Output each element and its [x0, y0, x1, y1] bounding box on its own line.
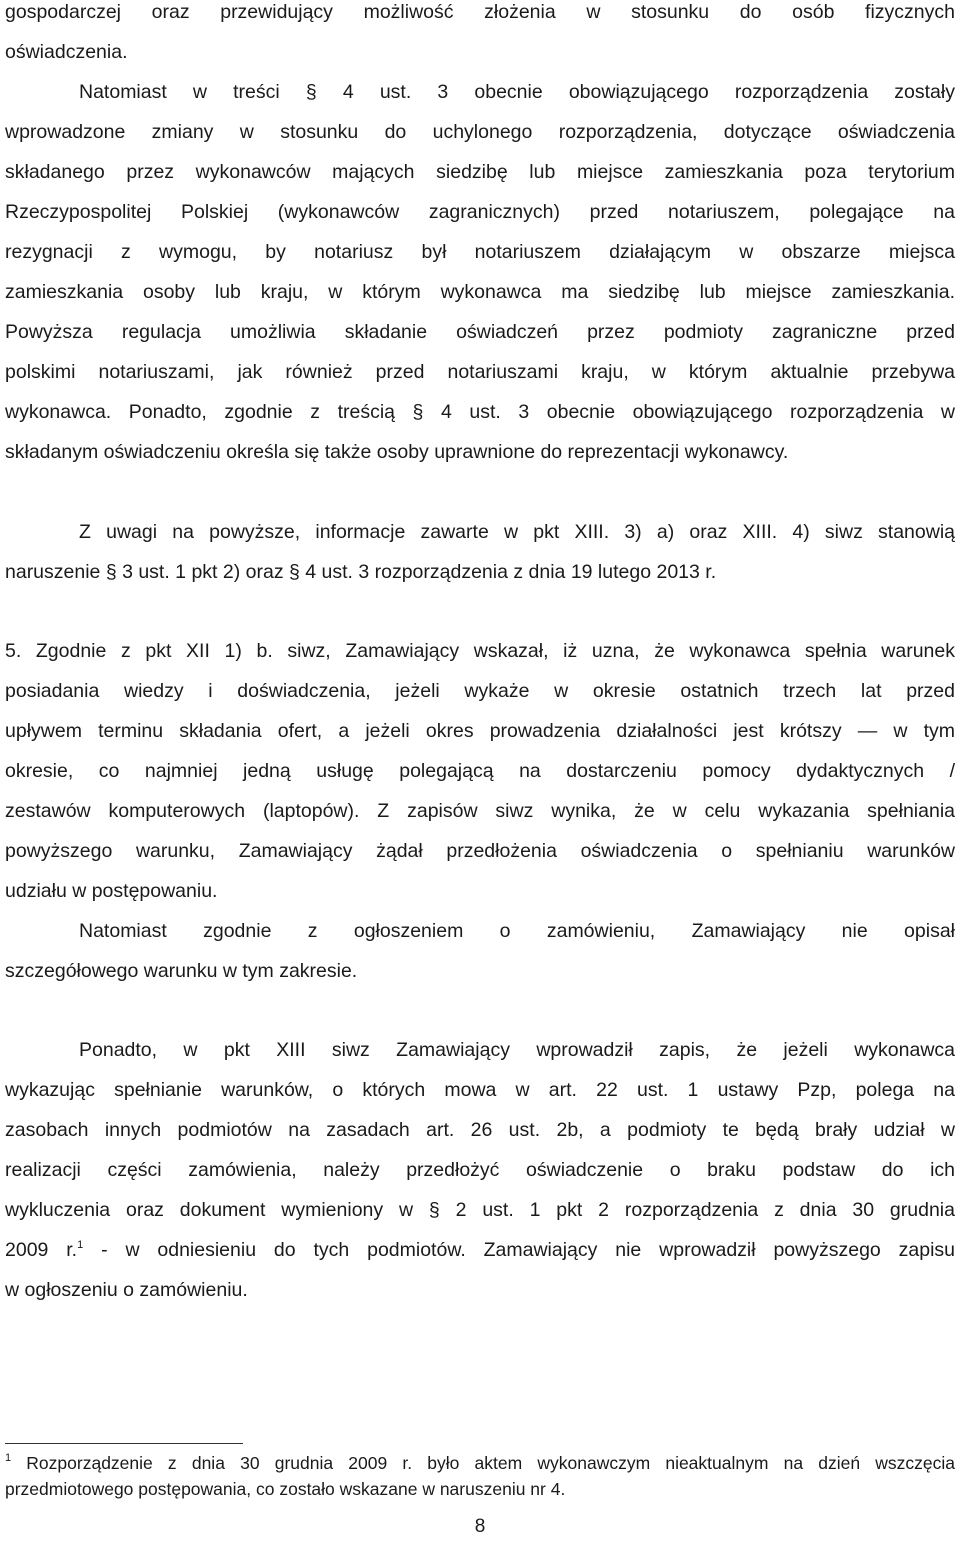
text-line: wykluczenia oraz dokument wymieniony w § 2 ust. 1 pkt 2 rozporządzenia z dnia 30 grudnia — [5, 1199, 955, 1221]
text-line: posiadania wiedzy i doświadczenia, jeżeli wykaże w okresie ostatnich trzech lat przed — [5, 680, 955, 702]
footnote-line: przedmiotowego postępowania, co zostało wskazane w naruszeniu nr 4. — [5, 1479, 566, 1499]
paragraph-violation-summary — [5, 512, 955, 592]
text-line: Rzeczypospolitej Polskiej (wykonawców zagranicznych) przed notariuszem, polegające na — [5, 201, 955, 223]
footnote-marker: 1 — [5, 1452, 12, 1464]
text-line: naruszenie § 3 ust. 1 pkt 2) oraz § 4 ust. 3 rozporządzenia z dnia 19 lutego 2013 r. — [5, 561, 717, 583]
text-line: Powyższa regulacja umożliwia składanie oświadczeń przez podmioty zagraniczne przed — [5, 321, 955, 343]
text-line: 5. Zgodnie z pkt XII 1) b. siwz, Zamawiający wskazał, iż uzna, że wykonawca spełnia warunek — [5, 640, 955, 662]
text-line: oświadczenia. — [5, 41, 128, 63]
text-line: wprowadzone zmiany w stosunku do uchylonego rozporządzenia, dotyczące oświadczenia — [5, 121, 955, 143]
footnote-reference[interactable]: 1 — [77, 1239, 84, 1251]
text-line: Z uwagi na powyższe, informacje zawarte w pkt XIII. 3) a) oraz XIII. 4) siwz stanowią — [79, 521, 955, 543]
text-line: Natomiast zgodnie z ogłoszeniem o zamówieniu, Zamawiający nie opisał — [79, 920, 955, 942]
text-line: składanym oświadczeniu określa się także osoby uprawnione do reprezentacji wykonawcy. — [5, 441, 789, 463]
text-line: wykazując spełnianie warunków, o których mowa w art. 22 ust. 1 ustawy Pzp, polega na — [5, 1079, 955, 1101]
footnote — [5, 1450, 955, 1502]
text-line: realizacji części zamówienia, należy przedłożyć oświadczenie o braku podstaw do ich — [5, 1159, 955, 1181]
text-line: Natomiast w treści § 4 ust. 3 obecnie obowiązującego rozporządzenia zostały — [79, 81, 955, 103]
text-line: Ponadto, w pkt XIII siwz Zamawiający wprowadził zapis, że jeżeli wykonawca — [79, 1039, 955, 1061]
paragraph-point-5 — [5, 631, 955, 991]
text-line: zestawów komputerowych (laptopów). Z zapisów siwz wynika, że w celu wykazania spełniania — [5, 800, 955, 822]
footnote-separator — [5, 1443, 243, 1444]
text-line: składanego przez wykonawców mających siedzibę lub miejsce zamieszkania poza terytorium — [5, 161, 955, 183]
text-line: szczegółowego warunku w tym zakresie. — [5, 960, 358, 982]
footnote-line — [5, 1450, 955, 1476]
text-line: okresie, co najmniej jedną usługę polegającą na dostarczeniu pomocy dydaktycznych / — [5, 760, 955, 782]
text-line — [5, 1230, 955, 1270]
page-number: 8 — [474, 1516, 486, 1537]
text-fragment: - w odniesieniu do tych podmiotów. Zamawiający nie wprowadził powyższego zapisu — [83, 1239, 956, 1261]
text-line: udziału w postępowaniu. — [5, 880, 218, 902]
paragraph-notary-regulation — [5, 0, 955, 472]
text-line: zamieszkania osoby lub kraju, w którym wykonawca ma siedzibę lub miejsce zamieszkania. — [5, 281, 955, 303]
text-line: zasobach innych podmiotów na zasadach art. 26 ust. 2b, a podmioty te będą brały udział w — [5, 1119, 955, 1141]
footnote-text: Rozporządzenie z dnia 30 grudnia 2009 r. było aktem wykonawczym nieaktualnym na dzień wszczęcia — [11, 1453, 955, 1473]
text-line: wykonawca. Ponadto, zgodnie z treścią § 4 ust. 3 obecnie obowiązującego rozporządzenia w — [5, 401, 955, 423]
text-line: rezygnacji z wymogu, by notariusz był notariuszem działającym w obszarze miejsca — [5, 241, 955, 263]
text-line: polskimi notariuszami, jak również przed notariuszami kraju, w którym aktualnie przebywa — [5, 361, 955, 383]
text-fragment: 2009 r. — [5, 1239, 78, 1261]
text-line: powyższego warunku, Zamawiający żądał przedłożenia oświadczenia o spełnianiu warunków — [5, 840, 955, 862]
text-line: gospodarczej oraz przewidujący możliwość złożenia w stosunku do osób fizycznych — [5, 1, 955, 23]
paragraph-resources-requirement — [5, 1030, 955, 1310]
text-line: upływem terminu składania ofert, a jeżeli okres prowadzenia działalności jest krótszy — w tym — [5, 720, 955, 742]
text-line: w ogłoszeniu o zamówieniu. — [5, 1279, 248, 1301]
